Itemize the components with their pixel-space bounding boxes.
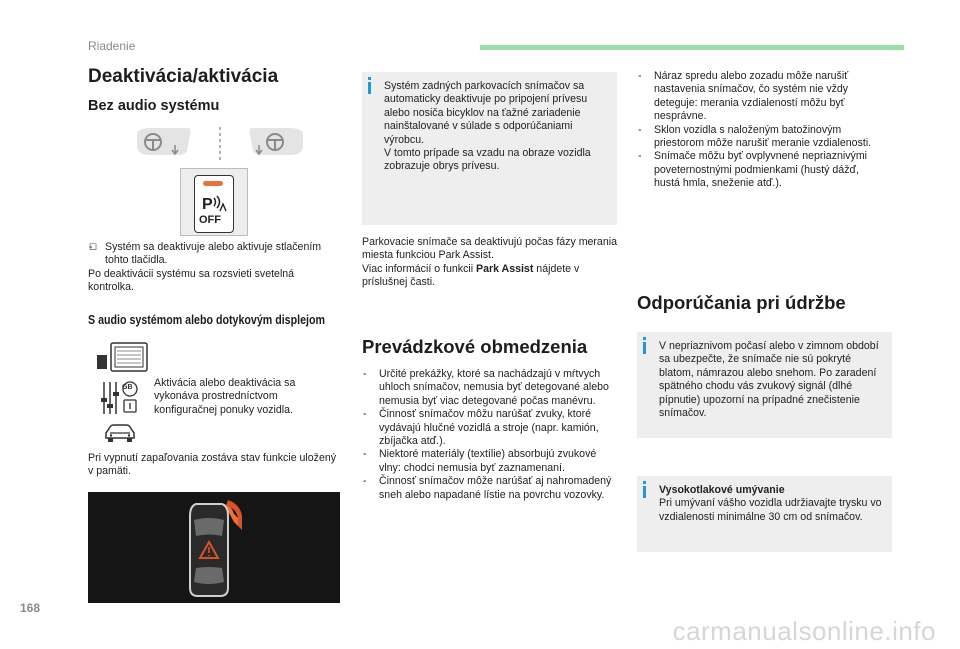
- touchscreen-icon: [95, 341, 151, 373]
- park-assist-ref: [362, 263, 617, 290]
- park-assist-link[interactable]: Park Assist: [476, 262, 534, 275]
- off-label: OFF: [199, 214, 221, 226]
- park-assist-text: [362, 236, 617, 290]
- heading-without-audio: Bez audio systému: [88, 98, 220, 114]
- list-item: - Sklon vozidla s naloženým batožinovým priestorom môže narušiť meranie vzdialenosti.: [637, 124, 887, 151]
- high-pressure-title: Vysokotlakové umývanie: [659, 484, 785, 496]
- maintenance-info-text: V nepriaznivom počasí alebo v zimnom období sa ubezpečte, že snímače nie sú pokryté blatom, námrazou alebo snehom. Po zaradení spätného chodu vás zvukový signál (dlhé pípnutie) upozorní na prípadné znečistenie snímačov.: [659, 340, 879, 420]
- section-label: Riadenie: [88, 39, 136, 53]
- list-item: - Činnosť snímačov môže narúšať aj nahromadený sneh alebo napadané lístie na povrchu vozovky.: [362, 475, 620, 502]
- high-pressure-text: Pri umývaní vášho vozidla udržiavajte trysku vo vzdialenosti minimálne 30 cm od snímačov.: [659, 497, 882, 523]
- list-item: - Činnosť snímačov môžu narúšať zvuky, ktoré vydávajú hlučné vozidlá a stroje (napr. kamión, zbíjačka atď.).: [362, 408, 620, 448]
- list-item: - Niektoré materiály (textílie) absorbujú zvukové vlny: chodci nemusia byť zaznamenaní.: [362, 448, 620, 475]
- heading-with-audio: S audio systémom alebo dotykovým displejom: [88, 312, 325, 327]
- bullet-arrow-icon: - ☐: [89, 242, 98, 252]
- limits-list: [362, 368, 620, 502]
- maintenance-info-box: [637, 332, 892, 438]
- section-accent-bar: [480, 45, 904, 50]
- park-assist-prefix: Viac informácií o funkcii: [362, 262, 477, 275]
- title-maintenance: Odporúčania pri údržbe: [637, 292, 846, 313]
- info-icon: [643, 337, 646, 354]
- park-assist-line: Parkovacie snímače sa deaktivujú počas fázy merania miesta funkciou Park Assist.: [362, 236, 617, 262]
- trailer-info-text: Systém zadných parkovacích snímačov sa automaticky deaktivuje po pripojení prívesu alebo nosiča bicyklov na ťažné zariadenie nainštalované v súlade s odporúčaniami výrobcu. V tomto prípade sa vzadu na obraze vozidla zobrazuje obrys prívesu.: [384, 80, 591, 173]
- page-number: 168: [20, 601, 41, 615]
- bullet-text: Systém sa deaktivuje alebo aktivuje stlačením tohto tlačidla.: [105, 241, 322, 267]
- memory-note: Pri vypnutí zapaľovania zostáva stav funkcie uložený v pamäti.: [88, 452, 337, 478]
- warning-lamp: [203, 181, 223, 186]
- list-item: - Snímače môžu byť ovplyvnené nepriaznivými poveternostnými podmienkami (hustý dážď, hustá hmla, sneženie atď.).: [637, 150, 887, 190]
- list-item: - Určité prekážky, ktoré sa nachádzajú v mŕtvych uhloch snímačov, nemusia byť detegované alebo nemusia byť viac detegované počas manévru.: [362, 368, 620, 408]
- info-icon: [643, 481, 646, 498]
- high-pressure-info-box: [637, 476, 892, 552]
- parking-sensor-icon: [201, 193, 227, 213]
- settings-menu-text: Aktivácia alebo deaktivácia sa vykonáva prostredníctvom konfiguračnej ponuky vozidla.: [154, 377, 296, 416]
- warning-light-note: Po deaktivácii systému sa rozsvieti svetelná kontrolka.: [88, 268, 295, 294]
- high-pressure-info-text: [659, 484, 886, 524]
- svg-text:P: P: [202, 196, 213, 213]
- gb-label: GB: [122, 384, 133, 391]
- list-item: - Náraz spredu alebo zozadu môže narušiť nastavenia snímačov, čo systém nie vždy deteguje: merania vzdialeností môžu byť nesprávne.: [637, 70, 887, 124]
- title-deactivation: Deaktivácia/aktivácia: [88, 66, 279, 87]
- settings-sliders-icon: [100, 380, 140, 416]
- car-top-view-icon: [184, 496, 246, 600]
- info-icon: [368, 77, 371, 94]
- sensor-zones-illustration: [135, 125, 305, 163]
- trailer-info-box: [362, 72, 617, 225]
- title-limits: Prevádzkové obmedzenia: [362, 336, 588, 357]
- parking-display-image: [88, 492, 340, 603]
- limits-list-continued: [637, 70, 887, 191]
- off-button-bullet: [88, 241, 328, 268]
- park-sensor-off-button[interactable]: [180, 168, 248, 236]
- watermark: carmanualsonline.info: [672, 616, 936, 646]
- vehicle-icon: [102, 422, 138, 444]
- park-assist-suffix: nájdete v príslušnej časti.: [362, 262, 580, 289]
